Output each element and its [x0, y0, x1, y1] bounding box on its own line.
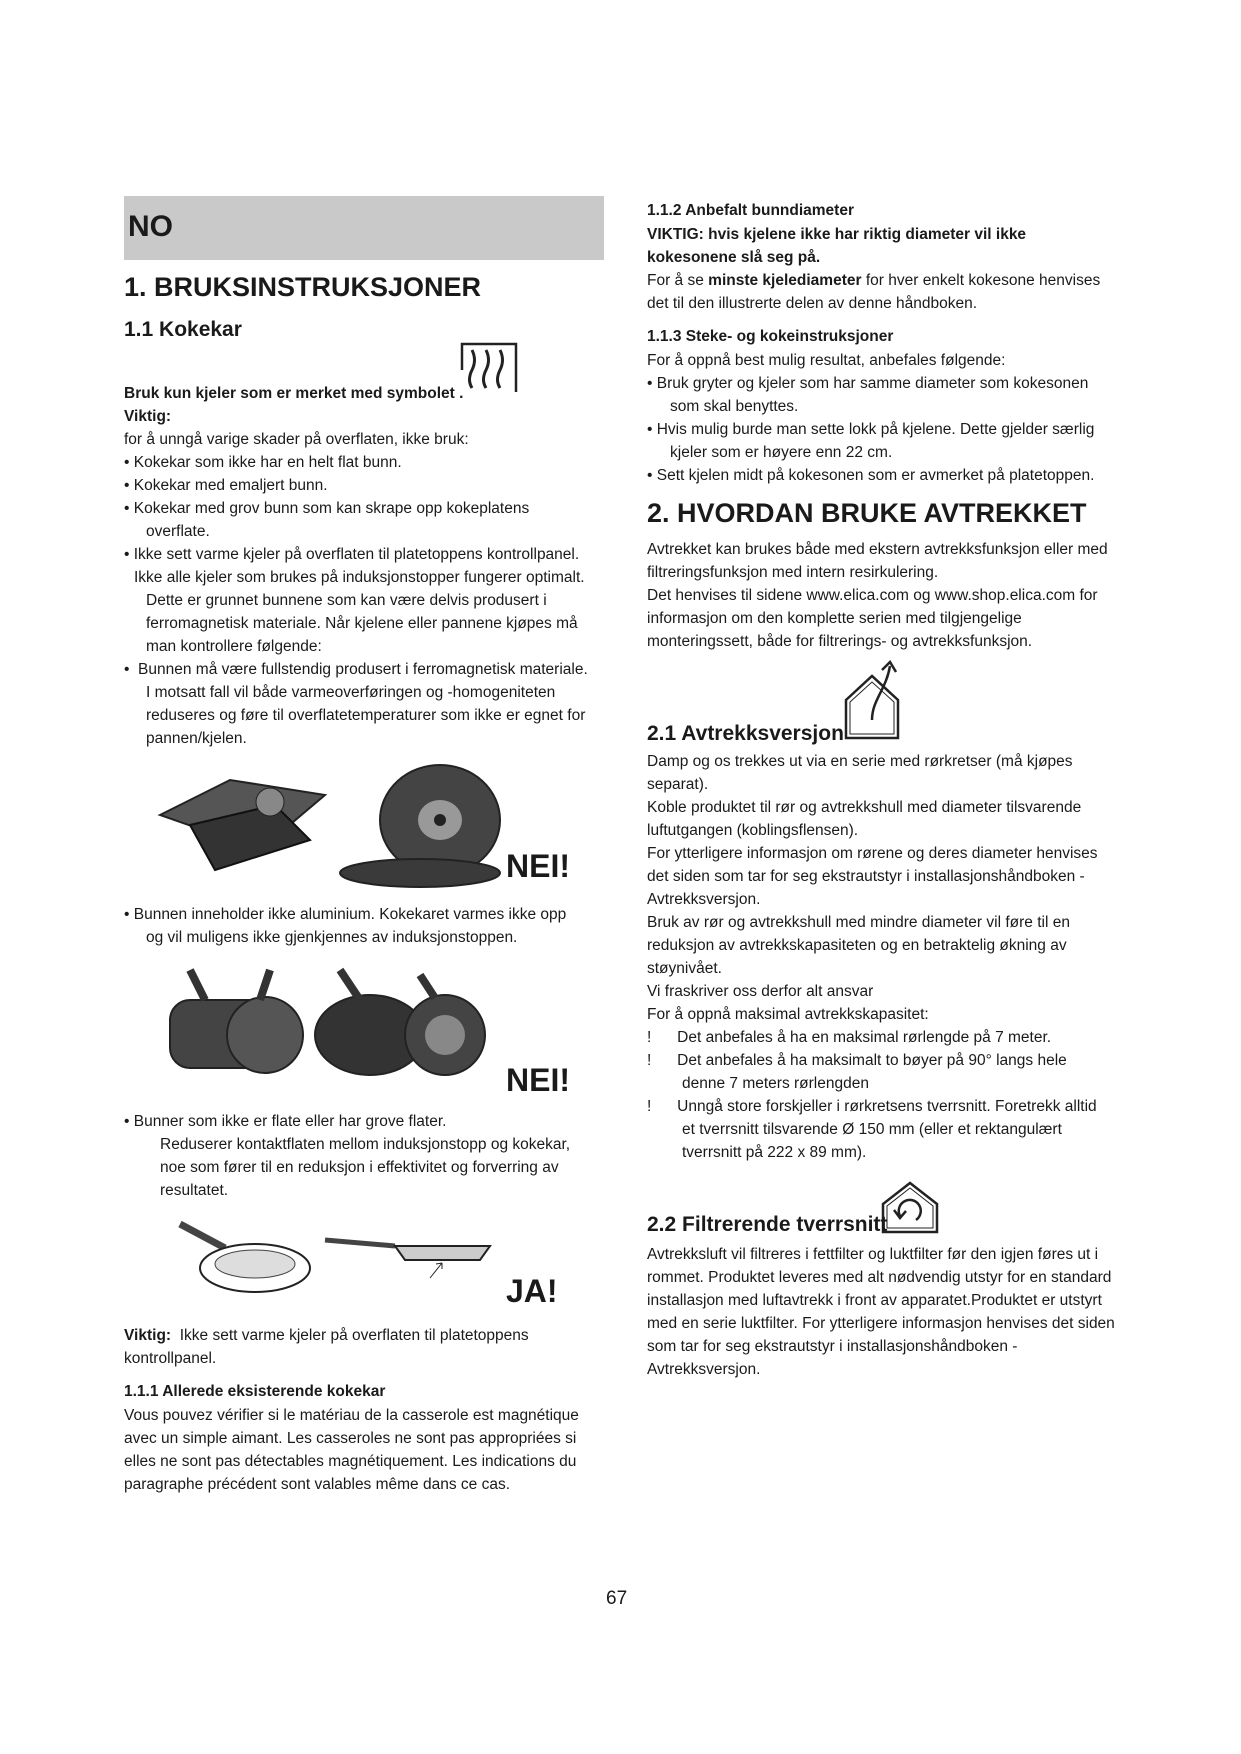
- paragraph-line: Damp og os trekkes ut via en serie med rørkretser (må kjøpes: [647, 753, 1073, 770]
- list-item: • Bunner som ikke er flate eller har grove flater.: [124, 1113, 447, 1130]
- paragraph-line: luftutgangen (koblingsflensen).: [647, 822, 859, 839]
- list-item-cont: ferromagnetisk materiale. Når kjelene eller pannene kjøpes må: [146, 615, 578, 632]
- paragraph-line: informasjon om den komplette serien med tilgjengelige: [647, 610, 1022, 627]
- list-item: • Bunnen må være fullstendig produsert i ferromagnetisk materiale.: [124, 661, 588, 678]
- viktig-note: Viktig: Ikke sett varme kjeler på overflaten til platetoppens: [124, 1327, 529, 1344]
- viktig-label: Viktig:: [124, 408, 172, 425]
- induction-symbol-icon: [460, 342, 520, 398]
- paragraph-line: paragraphe précédent sont valables même dans ce cas.: [124, 1476, 511, 1493]
- exclamation-item-cont: tverrsnitt på 222 x 89 mm).: [682, 1144, 867, 1161]
- list-item-cont: man kontrollere følgende:: [146, 638, 322, 655]
- cookware-image-1: [150, 760, 520, 895]
- list-item-cont: I motsatt fall vil både varmeoverføringen og -homogeniteten: [146, 684, 556, 701]
- ducting-mode-icon: [842, 660, 904, 740]
- viktig-warning: VIKTIG: hvis kjelene ikke har riktig diameter vil ikke: [647, 226, 1027, 243]
- language-code: NO: [128, 210, 173, 243]
- diameter-text-cont: det til den illustrerte delen av denne håndboken.: [647, 295, 978, 312]
- viktig-warning-cont: kokesonene slå seg på.: [647, 249, 821, 266]
- paragraph-line: For å oppnå maksimal avtrekkskapasitet:: [647, 1006, 929, 1023]
- section-title-1-1-2: 1.1.2 Anbefalt bunndiameter: [647, 202, 854, 219]
- list-item: • Kokekar med emaljert bunn.: [124, 477, 328, 494]
- list-item: • Kokekar med grov bunn som kan skrape opp kokeplatens: [124, 500, 530, 517]
- paragraph-line: Avtrekket kan brukes både med ekstern avtrekksfunksjon eller med: [647, 541, 1108, 558]
- list-item: • Kokekar som ikke har en helt flat bunn.: [124, 454, 402, 471]
- exclamation-item: ! Det anbefales å ha maksimalt to bøyer på 90° langs hele: [647, 1052, 1067, 1069]
- list-item: • Ikke sett varme kjeler på overflaten til platetoppens kontrollpanel.: [124, 546, 580, 563]
- list-item-cont: Dette er grunnet bunnene som kan være delvis produsert i: [146, 592, 547, 609]
- paragraph-line: Vi fraskriver oss derfor alt ansvar: [647, 983, 874, 1000]
- paragraph-line: Avtrekksversjon.: [647, 891, 761, 908]
- paragraph-line: med en serie luktfilter. For ytterligere informasjon henvises det siden: [647, 1315, 1115, 1332]
- paragraph-line: Avtrekksluft vil filtreres i fettfilter og luktfilter før den igjen føres ut i: [647, 1246, 1099, 1263]
- paragraph-line: installasjon med luftavtrekk i front av apparatet.Produktet er utstyrt: [647, 1292, 1102, 1309]
- list-item-cont: pannen/kjelen.: [146, 730, 247, 747]
- recirculation-mode-icon: [880, 1180, 940, 1234]
- exclamation-item: ! Unngå store forskjeller i rørkretsens tverrsnitt. Foretrekk alltid: [647, 1098, 1097, 1115]
- paragraph-line: Vous pouvez vérifier si le matériau de la casserole est magnétique: [124, 1407, 579, 1424]
- section-title-1: 1. BRUKSINSTRUKSJONER: [124, 272, 482, 302]
- paragraph-line: separat).: [647, 776, 709, 793]
- section-title-2-2: 2.2 Filtrerende tverrsnitt: [647, 1213, 888, 1236]
- paragraph-line: Det henvises til sidene www.elica.com og www.shop.elica.com for: [647, 587, 1098, 604]
- language-bar: [124, 196, 604, 260]
- paragraph-line: Koble produktet til rør og avtrekkshull med diameter tilsvarende: [647, 799, 1082, 816]
- list-item-cont: og vil muligens ikke gjenkjennes av induksjonstoppen.: [146, 929, 518, 946]
- section-title-2-1: 2.1 Avtrekksversjon: [647, 722, 844, 745]
- list-item-cont: noe som fører til en reduksjon i effektivitet og forverring av: [160, 1159, 559, 1176]
- paragraph-line: det siden som tar for seg ekstrautstyr i installasjonshåndboken -: [647, 868, 1085, 885]
- paragraph-line: filtreringsfunksjon med intern resirkulering.: [647, 564, 939, 581]
- list-item-cont: som skal benyttes.: [670, 398, 799, 415]
- best-results-intro: For å oppnå best mulig resultat, anbefales følgende:: [647, 352, 1006, 369]
- list-item: • Bunnen inneholder ikke aluminium. Kokekaret varmes ikke opp: [124, 906, 567, 923]
- section-title-1-1-3: 1.1.3 Steke- og kokeinstruksjoner: [647, 328, 894, 345]
- section-title-2: 2. HVORDAN BRUKE AVTREKKET: [647, 498, 1087, 528]
- section-title-1-1-1: 1.1.1 Allerede eksisterende kokekar: [124, 1383, 386, 1400]
- section-title-1-1: 1.1 Kokekar: [124, 318, 242, 341]
- exclamation-item-cont: denne 7 meters rørlengden: [682, 1075, 869, 1092]
- viktig-note-cont: kontrollpanel.: [124, 1350, 217, 1367]
- exclamation-item: ! Det anbefales å ha en maksimal rørlengde på 7 meter.: [647, 1029, 1052, 1046]
- paragraph-line: støynivået.: [647, 960, 722, 977]
- paragraph-line: For ytterligere informasjon om rørene og deres diameter henvises: [647, 845, 1098, 862]
- cookware-image-3: [180, 1218, 500, 1298]
- paragraph-line: rommet. Produktet leveres med alt nødvendig utstyr for en standard: [647, 1269, 1112, 1286]
- list-item-cont: overflate.: [146, 523, 210, 540]
- paragraph-line: monteringssett, både for filtrerings- og avtrekksfunksjon.: [647, 633, 1033, 650]
- list-item: • Bruk gryter og kjeler som har samme diameter som kokesonen: [647, 375, 1089, 392]
- list-item-cont: Reduserer kontaktflaten mellom induksjonstopp og kokekar,: [160, 1136, 571, 1153]
- paragraph-line: Bruk av rør og avtrekkshull med mindre diameter vil føre til en: [647, 914, 1070, 931]
- verdict-no-2: NEI!: [506, 1062, 570, 1098]
- diameter-text: For å se minste kjelediameter for hver enkelt kokesone henvises: [647, 272, 1101, 289]
- list-item-cont: resultatet.: [160, 1182, 229, 1199]
- paragraph-line: Avtrekksversjon.: [647, 1361, 761, 1378]
- avoid-intro: for å unngå varige skader på overflaten, ikke bruk:: [124, 431, 469, 448]
- paragraph-line: som tar for seg ekstrautstyr i installasjonshåndboken -: [647, 1338, 1018, 1355]
- list-item: • Sett kjelen midt på kokesonen som er avmerket på platetoppen.: [647, 467, 1095, 484]
- paragraph-line: reduksjon av avtrekkskapasiteten og en betraktelig økning av: [647, 937, 1067, 954]
- list-item-cont: kjeler som er høyere enn 22 cm.: [670, 444, 893, 461]
- list-item: • Hvis mulig burde man sette lokk på kjelene. Dette gjelder særlig: [647, 421, 1095, 438]
- paragraph-line: elles ne sont pas détectables magnétiquement. Les indications du: [124, 1453, 577, 1470]
- use-only-text: Bruk kun kjeler som er merket med symbolet .: [124, 385, 464, 402]
- list-item-cont: Ikke alle kjeler som brukes på induksjonstopper fungerer optimalt.: [134, 569, 585, 586]
- verdict-no-1: NEI!: [506, 848, 570, 884]
- exclamation-item-cont: et tverrsnitt tilsvarende Ø 150 mm (eller et rektangulært: [682, 1121, 1062, 1138]
- verdict-yes: JA!: [506, 1273, 558, 1309]
- page-number: 67: [606, 1588, 628, 1609]
- paragraph-line: avec un simple aimant. Les casseroles ne sont pas appropriées si: [124, 1430, 577, 1447]
- cookware-image-2: [160, 960, 510, 1080]
- list-item-cont: reduseres og føre til overflatetemperaturer som ikke er egnet for: [146, 707, 586, 724]
